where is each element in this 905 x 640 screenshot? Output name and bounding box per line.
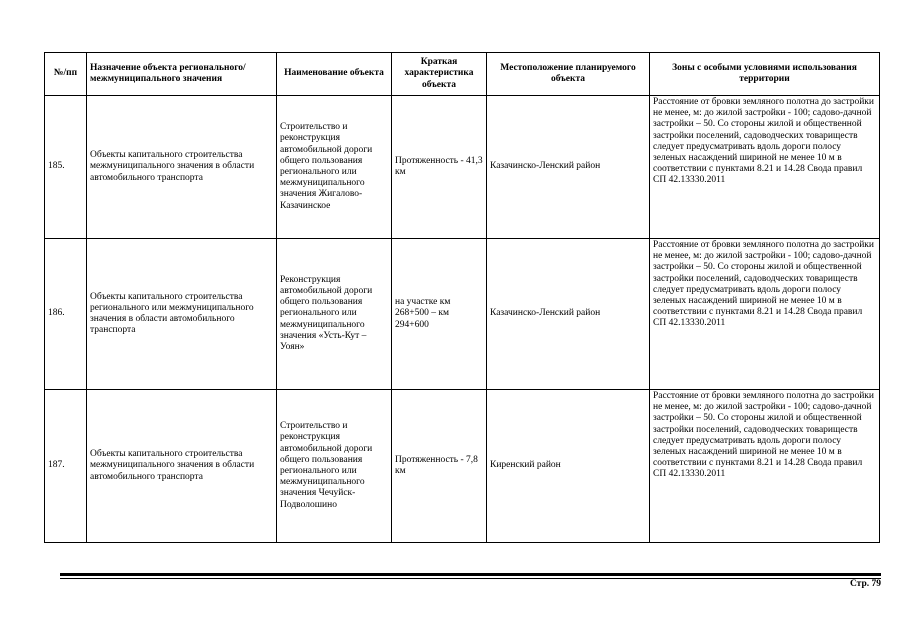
- header-zones: Зоны с особыми условиями использования территории: [650, 53, 880, 96]
- row-location: Казачинско-Ленский район: [487, 239, 650, 390]
- row-zones: Расстояние от бровки земляного полотна до застройки не менее, м: до жилой застройки - 100; садово-дачной застройки – 50. Со стороны жилой и общественной застройки поселений, садоводческих товариществ следует предусматривать вдоль дороги полосу зеленых насаждений шириной не менее 10 м в соответствии с пунктами 8.21 и 14.28 Свода правил СП 42.13330.2011: [650, 96, 880, 239]
- row-object-name: Строительство и реконструкция автомобильной дороги общего пользования регионального или межмуниципального значения Чечуйск-Подволошино: [277, 390, 392, 543]
- header-location: Местоположение планируемого объекта: [487, 53, 650, 96]
- row-characteristic: на участке км 268+500 – км 294+600: [392, 239, 487, 390]
- header-characteristic: Краткая характеристика объекта: [392, 53, 487, 96]
- footer-divider-thin: [60, 578, 881, 579]
- page-number: Стр. 79: [849, 579, 881, 589]
- row-number: 187.: [45, 390, 87, 543]
- row-number: 186.: [45, 239, 87, 390]
- header-name: Наименование объекта: [277, 53, 392, 96]
- row-object-name: Строительство и реконструкция автомобильной дороги общего пользования регионального или межмуниципального значения Жигалово-Казачинское: [277, 96, 392, 239]
- row-object-name: Реконструкция автомобильной дороги общего пользования регионального или межмуниципального значения «Усть-Кут – Уоян»: [277, 239, 392, 390]
- row-purpose: Объекты капитального строительства межмуниципального значения в области автомобильного транспорта: [87, 96, 277, 239]
- row-characteristic: Протяженность - 7,8 км: [392, 390, 487, 543]
- row-zones: Расстояние от бровки земляного полотна до застройки не менее, м: до жилой застройки - 100; садово-дачной застройки – 50. Со стороны жилой и общественной застройки поселений, садоводческих товариществ следует предусматривать вдоль дороги полосу зеленых насаждений шириной не менее 10 м в соответствии с пунктами 8.21 и 14.28 Свода правил СП 42.13330.2011: [650, 239, 880, 390]
- table-row: [45, 96, 880, 239]
- header-purpose: Назначение объекта регионального/ межмуниципального значения: [87, 53, 277, 96]
- row-number: 185.: [45, 96, 87, 239]
- row-location: Казачинско-Ленский район: [487, 96, 650, 239]
- row-purpose: Объекты капитального строительства межмуниципального значения в области автомобильного транспорта: [87, 390, 277, 543]
- table-row: [45, 390, 880, 543]
- row-purpose: Объекты капитального строительства регионального или межмуниципального значения в области автомобильного транспорта: [87, 239, 277, 390]
- row-characteristic: Протяженность - 41,3 км: [392, 96, 487, 239]
- table-row: [45, 239, 880, 390]
- header-number: №/пп: [45, 53, 87, 96]
- footer-divider-thick: [60, 573, 881, 576]
- row-location: Киренский район: [487, 390, 650, 543]
- regional-objects-table: [44, 52, 880, 543]
- table-header-row: [45, 53, 880, 96]
- row-zones: Расстояние от бровки земляного полотна до застройки не менее, м: до жилой застройки - 100; садово-дачной застройки – 50. Со стороны жилой и общественной застройки поселений, садоводческих товариществ следует предусматривать вдоль дороги полосу зеленых насаждений шириной не менее 10 м в соответствии с пунктами 8.21 и 14.28 Свода правил СП 42.13330.2011: [650, 390, 880, 543]
